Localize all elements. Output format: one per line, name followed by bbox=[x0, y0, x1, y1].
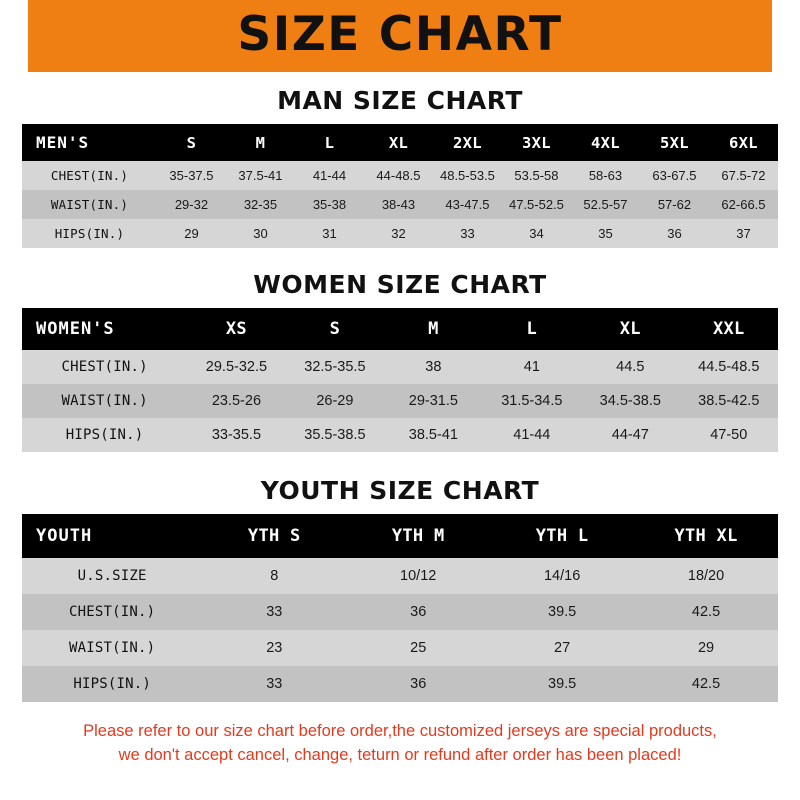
table-header-row bbox=[22, 514, 778, 558]
table-cell: 33 bbox=[266, 604, 283, 620]
table-header-size: XXL bbox=[712, 319, 745, 339]
table-cell: 38.5-42.5 bbox=[698, 393, 760, 409]
table-row bbox=[22, 350, 778, 384]
table-cell: 29-32 bbox=[174, 197, 209, 212]
table-cell: 38.5-41 bbox=[408, 427, 458, 443]
men-size-table bbox=[22, 124, 778, 248]
table-header-size: YTH XL bbox=[674, 526, 738, 546]
table-cell: 62-66.5 bbox=[721, 197, 766, 212]
table-cell: 58-63 bbox=[588, 168, 623, 183]
table-header-size: L bbox=[324, 133, 335, 152]
table-header-size: XL bbox=[619, 319, 641, 339]
table-cell: 29 bbox=[184, 226, 199, 241]
youth-section-title: YOUTH SIZE CHART bbox=[260, 476, 540, 505]
table-cell: 41-44 bbox=[513, 427, 551, 443]
table-row bbox=[22, 190, 778, 219]
table-cell: 29.5-32.5 bbox=[205, 359, 268, 375]
men-section-title: MAN SIZE CHART bbox=[277, 86, 523, 115]
table-cell: 31.5-34.5 bbox=[501, 393, 563, 409]
table-header-size: S bbox=[186, 133, 197, 152]
table-cell: 38-43 bbox=[381, 197, 416, 212]
table-row-label: HIPS(IN.) bbox=[73, 676, 151, 692]
table-header-size: XL bbox=[388, 133, 409, 152]
header-right-margin bbox=[772, 0, 800, 72]
table-cell: 18/20 bbox=[687, 568, 725, 584]
table-cell: 32.5-35.5 bbox=[304, 359, 366, 375]
footer-note-line-1: Please refer to our size chart before order,the customized jerseys are special products, bbox=[83, 722, 717, 740]
table-row bbox=[22, 219, 778, 248]
table-header-size: M bbox=[255, 133, 266, 152]
table-row-label: U.S.SIZE bbox=[77, 568, 147, 584]
table-cell: 39.5 bbox=[548, 604, 577, 620]
table-row bbox=[22, 418, 778, 452]
table-header-size: M bbox=[428, 319, 439, 339]
table-header-label: YOUTH bbox=[36, 526, 93, 546]
table-cell: 32 bbox=[391, 226, 406, 241]
table-cell: 35.5-38.5 bbox=[304, 427, 366, 443]
table-cell: 29 bbox=[697, 640, 715, 656]
table-cell: 52.5-57 bbox=[583, 197, 628, 212]
women-section-title: WOMEN SIZE CHART bbox=[253, 270, 547, 299]
table-row-label: HIPS(IN.) bbox=[65, 427, 144, 443]
table-header-size: YTH L bbox=[535, 526, 589, 546]
table-header-row bbox=[22, 124, 778, 161]
page-title: SIZE CHART bbox=[237, 6, 563, 62]
table-cell: 35-37.5 bbox=[169, 168, 214, 183]
footer-note-line-2: we don't accept cancel, change, teturn or refund after order has been placed! bbox=[118, 745, 682, 764]
table-cell: 33-35.5 bbox=[211, 427, 262, 443]
table-cell: 26-29 bbox=[316, 393, 354, 409]
table-cell: 35 bbox=[598, 226, 613, 241]
table-cell: 33 bbox=[460, 226, 475, 241]
table-cell: 23.5-26 bbox=[211, 393, 262, 409]
footer-note bbox=[22, 720, 778, 768]
youth-size-table bbox=[22, 514, 778, 702]
table-cell: 47.5-52.5 bbox=[508, 197, 564, 212]
table-header-row bbox=[22, 308, 778, 350]
table-row-label: WAIST(IN.) bbox=[50, 197, 129, 212]
table-header-size: L bbox=[526, 319, 538, 339]
table-row bbox=[22, 384, 778, 418]
table-cell: 33 bbox=[266, 676, 283, 692]
table-header-size: XS bbox=[225, 319, 247, 339]
table-cell: 41 bbox=[523, 359, 540, 375]
table-row bbox=[22, 630, 778, 666]
table-cell: 34 bbox=[529, 226, 544, 241]
table-cell: 57-62 bbox=[657, 197, 692, 212]
table-cell: 44.5 bbox=[616, 359, 645, 375]
table-cell: 31 bbox=[322, 226, 337, 241]
table-header-size: YTH M bbox=[391, 526, 445, 546]
table-cell: 36 bbox=[410, 604, 427, 620]
table-cell: 10/12 bbox=[400, 568, 437, 584]
header-left-margin bbox=[0, 0, 28, 72]
table-cell: 14/16 bbox=[543, 568, 581, 584]
header-band bbox=[0, 0, 800, 72]
table-cell: 37.5-41 bbox=[238, 168, 283, 183]
table-cell: 38 bbox=[425, 359, 442, 375]
table-header-size: 5XL bbox=[660, 133, 689, 152]
table-header-size: 4XL bbox=[591, 133, 620, 152]
table-cell: 63-67.5 bbox=[652, 168, 697, 183]
table-cell: 42.5 bbox=[691, 604, 721, 620]
table-cell: 36 bbox=[667, 226, 682, 241]
table-header-label: WOMEN'S bbox=[36, 319, 115, 339]
table-header-size: 6XL bbox=[729, 133, 758, 152]
table-cell: 32-35 bbox=[243, 197, 278, 212]
table-cell: 44.5-48.5 bbox=[698, 359, 760, 375]
table-cell: 27 bbox=[554, 640, 571, 656]
table-row-label: CHEST(IN.) bbox=[50, 168, 129, 183]
table-row bbox=[22, 666, 778, 702]
table-header-size: S bbox=[329, 319, 341, 339]
table-header-label: MEN'S bbox=[36, 133, 90, 152]
table-cell: 41-44 bbox=[312, 168, 347, 183]
table-cell: 23 bbox=[266, 640, 283, 656]
table-cell: 30 bbox=[253, 226, 268, 241]
table-row bbox=[22, 558, 778, 594]
table-cell: 39.5 bbox=[548, 676, 577, 692]
table-row-label: HIPS(IN.) bbox=[54, 226, 125, 241]
table-row-label: WAIST(IN.) bbox=[69, 640, 156, 656]
content-area bbox=[0, 86, 800, 768]
table-cell: 36 bbox=[410, 676, 427, 692]
table-cell: 34.5-38.5 bbox=[599, 393, 661, 409]
table-row-label: CHEST(IN.) bbox=[61, 359, 148, 375]
table-cell: 43-47.5 bbox=[445, 197, 490, 212]
table-cell: 8 bbox=[270, 568, 279, 584]
table-cell: 48.5-53.5 bbox=[439, 168, 495, 183]
table-cell: 37 bbox=[736, 226, 751, 241]
table-cell: 53.5-58 bbox=[514, 168, 559, 183]
table-row bbox=[22, 594, 778, 630]
table-cell: 35-38 bbox=[312, 197, 347, 212]
table-header-size: YTH S bbox=[247, 526, 301, 546]
table-cell: 44-47 bbox=[611, 427, 649, 443]
table-cell: 25 bbox=[410, 640, 427, 656]
table-row-label: WAIST(IN.) bbox=[61, 393, 148, 409]
women-size-table bbox=[22, 308, 778, 452]
table-header-size: 2XL bbox=[453, 133, 482, 152]
table-cell: 29-31.5 bbox=[408, 393, 458, 409]
table-cell: 47-50 bbox=[710, 427, 748, 443]
table-row bbox=[22, 161, 778, 190]
table-header-size: 3XL bbox=[522, 133, 551, 152]
table-cell: 44-48.5 bbox=[376, 168, 421, 183]
table-cell: 42.5 bbox=[691, 676, 721, 692]
table-cell: 67.5-72 bbox=[721, 168, 766, 183]
table-row-label: CHEST(IN.) bbox=[69, 604, 156, 620]
